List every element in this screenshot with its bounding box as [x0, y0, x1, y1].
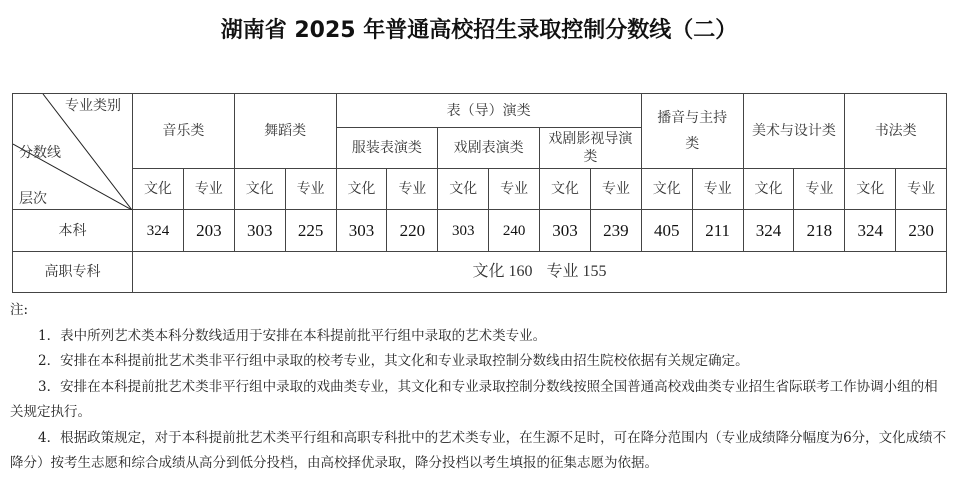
score-cell: 324: [845, 210, 896, 252]
score-cell: 303: [438, 210, 489, 252]
culture-subheader: 文化: [845, 169, 896, 210]
vocational-summary: 文化 160 专业 155: [133, 252, 947, 293]
corner-bottom: 层次: [19, 191, 47, 207]
culture-subheader: 文化: [438, 169, 489, 210]
score-cell: 303: [540, 210, 591, 252]
culture-subheader: 文化: [743, 169, 794, 210]
culture-subheader: 文化: [234, 169, 285, 210]
category-header: 书法类: [845, 94, 947, 169]
notes-label: 注:: [10, 302, 29, 318]
major-subheader: 专业: [183, 169, 234, 210]
category-header: 音乐类: [133, 94, 235, 169]
major-subheader: 专业: [387, 169, 438, 210]
category-header: 舞蹈类: [234, 94, 336, 169]
score-cell: 324: [743, 210, 794, 252]
note-item: 3．安排在本科提前批艺术类非平行组中录取的戏曲类专业，其文化和专业录取控制分数线按照全国普通高校戏曲类专业招生省际联考工作协调小组的相关规定执行。: [10, 378, 938, 420]
corner-top: 专业类别: [65, 98, 121, 114]
score-cell: 303: [234, 210, 285, 252]
category-header: 服装表演类: [336, 128, 438, 169]
score-cell: 324: [133, 210, 184, 252]
category-header: 美术与设计类: [743, 94, 845, 169]
level-cell: 本科: [13, 210, 133, 252]
major-subheader: 专业: [285, 169, 336, 210]
score-cell: 230: [896, 210, 947, 252]
culture-subheader: 文化: [133, 169, 184, 210]
major-subheader: 专业: [896, 169, 947, 210]
major-subheader: 专业: [590, 169, 641, 210]
category-header: 戏剧表演类: [438, 128, 540, 169]
note-item: 4．根据政策规定，对于本科提前批艺术类平行组和高职专科批中的艺术类专业，在生源不足时，可在降分范围内（专业成绩降分幅度为6分，文化成绩不降分）按考生志愿和综合成绩从高分到低分投档，由高校择优录取，降分投档以考生填报的征集志愿为依据。: [10, 429, 947, 471]
note-item: 1．表中所列艺术类本科分数线适用于安排在本科提前批平行组中录取的艺术类专业。: [38, 327, 547, 344]
score-cell: 225: [285, 210, 336, 252]
category-header: 播音与主持类: [641, 94, 743, 169]
score-cell: 218: [794, 210, 845, 252]
score-cell: 303: [336, 210, 387, 252]
score-cell: 240: [489, 210, 540, 252]
score-cell: 203: [183, 210, 234, 252]
score-cell: 239: [590, 210, 641, 252]
category-header: 戏剧影视导演类: [540, 128, 642, 169]
level-cell: 高职专科: [13, 252, 133, 293]
corner-header: [13, 94, 133, 210]
score-cell: 211: [692, 210, 743, 252]
score-cell: 405: [641, 210, 692, 252]
corner-mid: 分数线: [19, 145, 61, 161]
major-subheader: 专业: [692, 169, 743, 210]
note-item: 2．安排在本科提前批艺术类非平行组中录取的校考专业，其文化和专业录取控制分数线由招生院校依据有关规定确定。: [38, 353, 749, 369]
page-title: 湖南省 2025 年普通高校招生录取控制分数线（二）: [220, 18, 738, 43]
culture-subheader: 文化: [540, 169, 591, 210]
major-subheader: 专业: [489, 169, 540, 210]
culture-subheader: 文化: [641, 169, 692, 210]
major-subheader: 专业: [794, 169, 845, 210]
culture-subheader: 文化: [336, 169, 387, 210]
score-table: [12, 93, 947, 293]
notes: [10, 298, 950, 477]
score-cell: 220: [387, 210, 438, 252]
group-header: 表（导）演类: [336, 94, 641, 128]
